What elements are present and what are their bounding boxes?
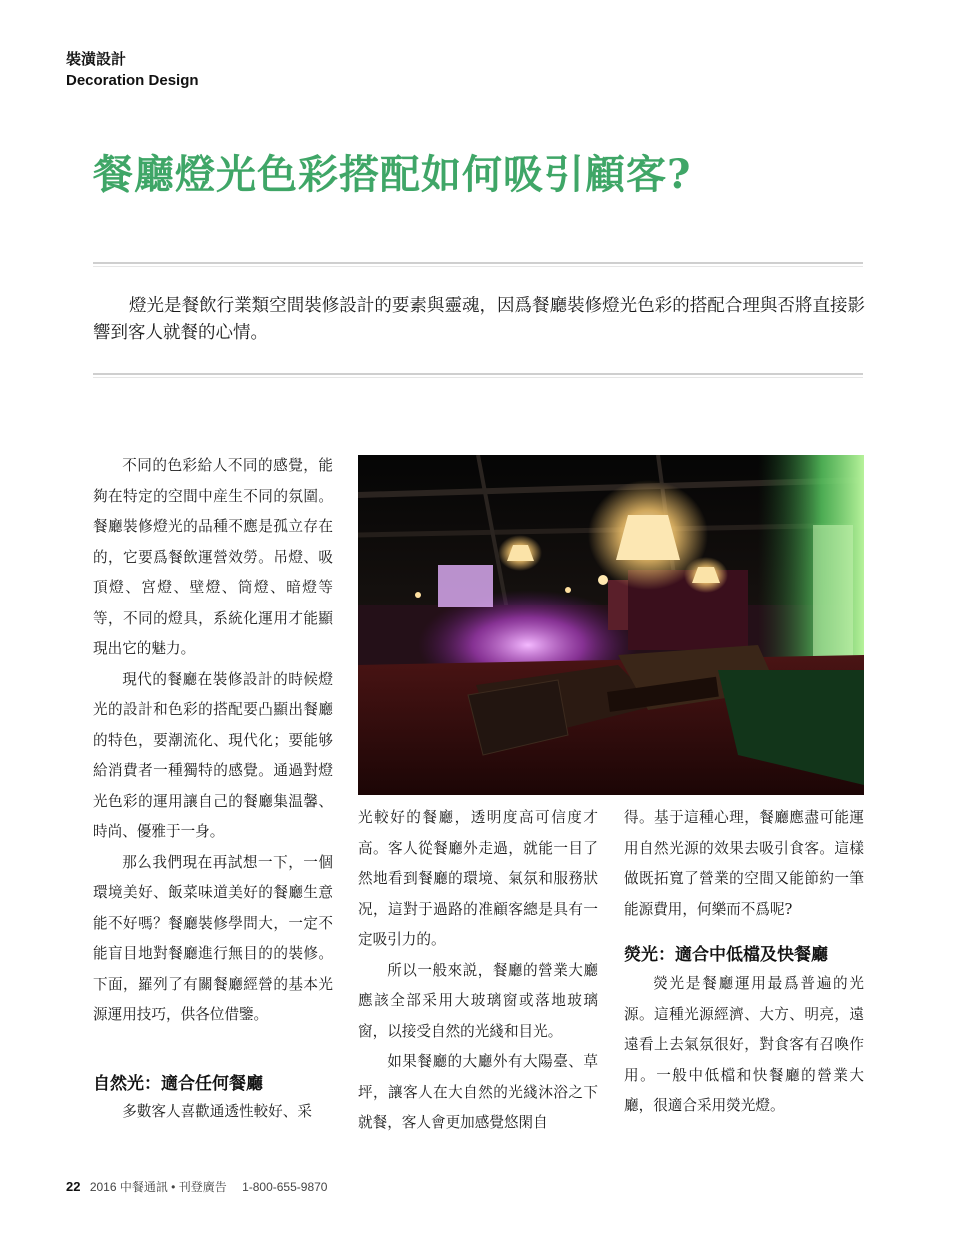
- section-label-chinese: 裝潢設計: [66, 50, 127, 68]
- paragraph: 那么我們現在再試想一下，一個環境美好、飯菜味道美好的餐廳生意能不好嗎？餐廳裝修學問大，一定不能盲目地對餐廳進行無目的的裝修。下面，羅列了有關餐廳經營的基本光源運用技巧，供各位借鑒。: [93, 853, 333, 1023]
- subheading-fluorescent-light: 熒光：適合中低檔及快餐廳: [624, 945, 828, 965]
- restaurant-interior-illustration: [358, 455, 864, 795]
- publication-name: 2016 中餐通訊 • 刊登廣告: [89, 1180, 227, 1194]
- paragraph: 熒光是餐廳運用最爲普遍的光源。這種光源經濟、大方、明亮，遠遠看上去氣氛很好，對食客有召喚作用。一般中低檔和快餐廳的營業大廳，很適合采用熒光燈。: [624, 975, 864, 1114]
- paragraph: 得。基于這種心理，餐廳應盡可能運用自然光源的效果去吸引食客。這樣做既拓寬了營業的空間又能節約一筆能源費用，何樂而不爲呢?: [624, 809, 864, 918]
- paragraph: 不同的色彩給人不同的感覺，能夠在特定的空間中産生不同的氛圍。餐廳裝修燈光的品種不應是孤立存在的，它要爲餐飲運營效勞。吊燈、吸頂燈、宮燈、壁燈、筒燈、暗燈等等，不同的燈具，系統化運用才能顯現出它的魅力。: [93, 457, 333, 657]
- paragraph: 現代的餐廳在裝修設計的時候燈光的設計和色彩的搭配要凸顯出餐廳的特色，要潮流化、現代化；要能够給消費者一種獨特的感覺。通過對燈光色彩的運用讓自己的餐廳集温馨、時尚、優雅于一身。: [93, 670, 333, 840]
- column-1: [93, 451, 333, 1127]
- phone-number: 1-800-655-9870: [242, 1180, 328, 1194]
- paragraph: 光較好的餐廳，透明度高可信度才高。客人從餐廳外走過，就能一目了然地看到餐廳的環境、氣氛和服務狀况，這對于過路的准顧客總是具有一定吸引力的。: [358, 809, 598, 948]
- top-divider: [93, 262, 863, 264]
- section-label-english: Decoration Design: [66, 72, 199, 89]
- paragraph: 如果餐廳的大廳外有大陽臺、草坪，讓客人在大自然的光綫沐浴之下就餐，客人會更加感覺悠閑自: [358, 1053, 598, 1131]
- column-3: [624, 803, 864, 1122]
- article-title: 餐廳燈光色彩搭配如何吸引顧客?: [93, 151, 692, 198]
- column-2: [358, 803, 598, 1139]
- bottom-divider: [93, 373, 863, 375]
- page-number: 22: [66, 1179, 81, 1194]
- paragraph: 所以一般來説，餐廳的營業大廳應該全部采用大玻璃窗或落地玻璃窗，以接受自然的光綫和目光。: [358, 961, 598, 1040]
- page-footer: [66, 1178, 327, 1195]
- subheading-natural-light: 自然光：適合任何餐廳: [93, 1073, 263, 1094]
- restaurant-interior-photo: [358, 455, 864, 795]
- lead-paragraph: 燈光是餐飲行業類空間裝修設計的要素與靈魂，因爲餐廳裝修燈光色彩的搭配合理與否將直接影響到客人就餐的心情。: [93, 296, 865, 343]
- paragraph: 多數客人喜歡通透性較好、采: [122, 1102, 312, 1120]
